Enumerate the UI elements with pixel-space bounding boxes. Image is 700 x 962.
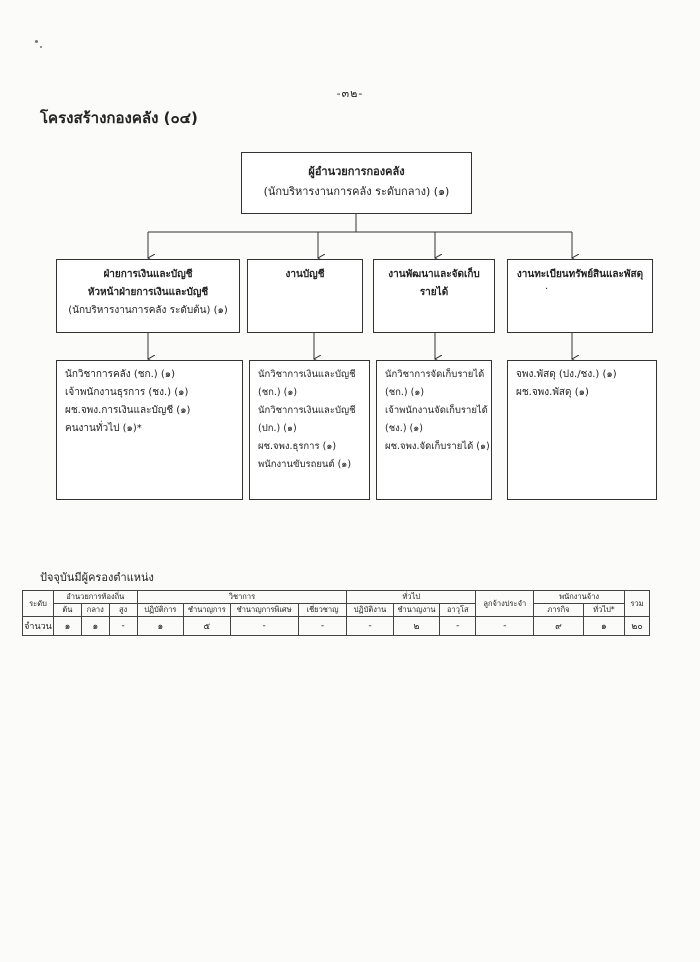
staff-item: (ปก.) (๑) xyxy=(258,423,297,434)
value-cell: ๑ xyxy=(81,617,109,636)
stray-dot: · xyxy=(545,284,549,295)
sub-header: ชำนาญงาน xyxy=(393,604,439,617)
sub-header: ชำนาญการพิเศษ xyxy=(230,604,298,617)
division-box-assets xyxy=(507,259,653,333)
group-header: วิชาการ xyxy=(137,591,347,604)
division-name: หัวหน้าฝ่ายการเงินและบัญชี xyxy=(87,287,209,298)
sub-header: ปฏิบัติงาน xyxy=(347,604,393,617)
division-name: งานบัญชี xyxy=(285,269,325,280)
value-cell: ๑ xyxy=(53,617,81,636)
division-name: รายได้ xyxy=(419,287,449,298)
value-cell: - xyxy=(440,617,476,636)
staff-item: นักวิชาการจัดเก็บรายได้ xyxy=(385,369,485,380)
sub-header: ปฏิบัติการ xyxy=(137,604,183,617)
staff-item: นักวิชาการเงินและบัญชี xyxy=(258,369,356,380)
table-caption: ปัจจุบันมีผู้ครองตำแหน่ง xyxy=(40,571,154,584)
director-subtitle: (นักบริหารงานการคลัง ระดับกลาง) (๑) xyxy=(263,185,450,198)
staff-item: (ชง.) (๑) xyxy=(385,423,423,434)
page-number: -๓๒- xyxy=(336,87,364,100)
value-cell: - xyxy=(230,617,298,636)
staff-item: ผช.จพง.ธุรการ (๑) xyxy=(258,441,337,452)
sub-header: ภารกิจ xyxy=(534,604,584,617)
table-values-row xyxy=(23,617,650,636)
staff-box-revenue xyxy=(376,360,492,500)
table-subheader-row xyxy=(23,604,650,617)
staff-item: นักวิชาการคลัง (ชก.) (๑) xyxy=(65,369,175,380)
sub-header: ทั่วไป* xyxy=(583,604,624,617)
division-name: งานพัฒนาและจัดเก็บ xyxy=(388,269,480,280)
staff-item: จพง.พัสดุ (ปง./ชง.) (๑) xyxy=(516,369,617,380)
value-cell: ๙ xyxy=(534,617,584,636)
value-cell: - xyxy=(298,617,347,636)
staff-box-finance xyxy=(56,360,243,500)
sub-header: เชี่ยวชาญ xyxy=(298,604,347,617)
director-box xyxy=(241,152,472,214)
division-box-revenue xyxy=(373,259,495,333)
staff-item: (ชก.) (๑) xyxy=(258,387,298,398)
sub-header: กลาง xyxy=(81,604,109,617)
staff-item: เจ้าพนักงานจัดเก็บรายได้ xyxy=(385,405,488,416)
division-name: ฝ่ายการเงินและบัญชี xyxy=(103,269,193,280)
value-cell: - xyxy=(476,617,534,636)
division-name: งานทะเบียนทรัพย์สินและพัสดุ xyxy=(516,269,644,280)
staff-box-accounting xyxy=(249,360,370,500)
sub-header: ชำนาญการ xyxy=(184,604,230,617)
staff-box-assets xyxy=(507,360,657,500)
value-cell: ๕ xyxy=(184,617,230,636)
sub-header: ต้น xyxy=(53,604,81,617)
group-header: อำนวยการท้องถิ่น xyxy=(53,591,137,604)
value-cell: - xyxy=(109,617,137,636)
positions-table xyxy=(22,590,650,636)
group-header: พนักงานจ้าง xyxy=(534,591,625,604)
staff-item: ผช.จพง.พัสดุ (๑) xyxy=(516,387,589,398)
value-cell: ๒๐ xyxy=(625,617,650,636)
table-header-row xyxy=(23,591,650,604)
division-box-accounting xyxy=(247,259,363,333)
staff-item: (ชก.) (๑) xyxy=(385,387,425,398)
value-cell: ๑ xyxy=(583,617,624,636)
value-cell: ๑ xyxy=(137,617,183,636)
group-header: ลูกจ้างประจำ xyxy=(476,591,534,617)
group-header: รวม xyxy=(625,591,650,617)
staff-item: ผช.จพง.จัดเก็บรายได้ (๑) xyxy=(385,441,490,452)
director-title: ผู้อำนวยการกองคลัง xyxy=(308,165,405,178)
header-level: ระดับ xyxy=(23,591,54,617)
sub-header: สูง xyxy=(109,604,137,617)
staff-item: นักวิชาการเงินและบัญชี xyxy=(258,405,356,416)
sub-header: อาวุโส xyxy=(440,604,476,617)
staff-item: คนงานทั่วไป (๑)* xyxy=(65,423,142,434)
row-label: จำนวน xyxy=(23,617,54,636)
division-subtitle: (นักบริหารงานการคลัง ระดับต้น) (๑) xyxy=(68,305,228,316)
value-cell: - xyxy=(347,617,393,636)
staff-item: เจ้าพนักงานธุรการ (ชง.) (๑) xyxy=(65,387,189,398)
staff-item: ผช.จพง.การเงินและบัญชี (๑) xyxy=(65,405,191,416)
value-cell: ๒ xyxy=(393,617,439,636)
page-title: โครงสร้างกองคลัง (๐๔) xyxy=(40,109,198,127)
staff-item: พนักงานขับรถยนต์ (๑) xyxy=(258,459,352,470)
group-header: ทั่วไป xyxy=(347,591,476,604)
division-box-finance xyxy=(56,259,240,333)
